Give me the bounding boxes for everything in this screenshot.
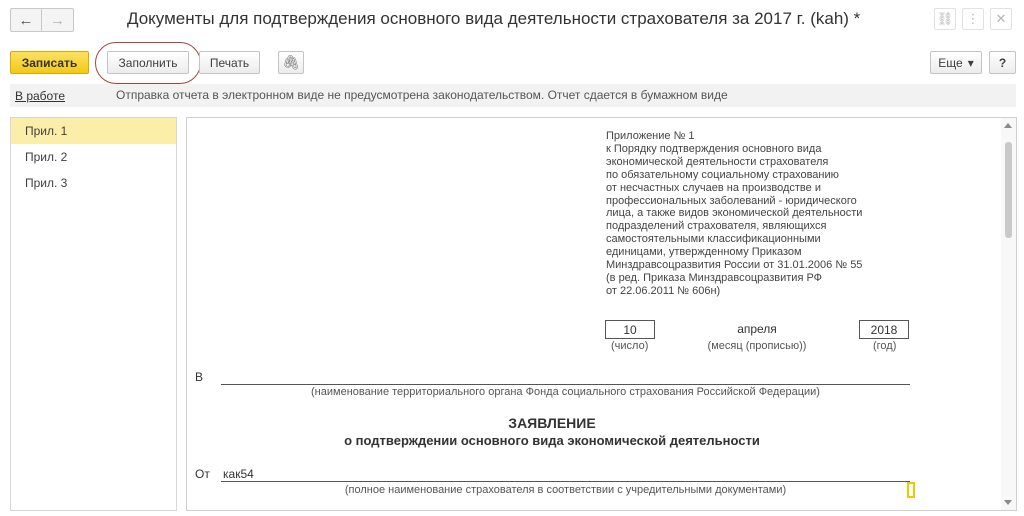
appendix-line: единицами, утвержденному Приказом xyxy=(606,246,802,259)
status-note: Отправка отчета в электронном виде не предусмотрена законодательством. Отчет сдается в бумажном виде xyxy=(116,88,728,102)
save-button[interactable]: Записать xyxy=(10,51,89,74)
appendix-line: от несчастных случаев на производстве и xyxy=(606,181,821,194)
sender-label: От xyxy=(195,467,210,481)
date-year-caption: (год) xyxy=(873,340,897,352)
date-month-field[interactable]: апреля xyxy=(737,322,777,336)
fill-button[interactable]: Заполнить xyxy=(107,51,189,74)
sender-caption: (полное наименование страхователя в соответствии с учредительными документами) xyxy=(344,484,787,496)
window-title: Документы для подтверждения основного вида деятельности страхователя за 2017 г. (kah) * xyxy=(127,9,861,28)
appendix-line: экономической деятельности страхователя xyxy=(606,155,829,168)
back-arrow-icon[interactable]: ← xyxy=(11,9,42,31)
sender-underline xyxy=(221,481,910,482)
print-button[interactable]: Печать xyxy=(199,51,260,74)
sheet-list xyxy=(10,117,177,511)
status-link[interactable]: В работе xyxy=(15,89,66,103)
appendix-line: самостоятельными классификационными xyxy=(606,233,821,246)
more-button-label: Еще xyxy=(938,55,963,70)
date-month-caption: (месяц (прописью)) xyxy=(707,340,807,352)
sender-field[interactable]: как54 xyxy=(223,467,254,481)
appendix-line: Приложение № 1 xyxy=(606,130,695,142)
document-pane[interactable] xyxy=(186,117,1017,511)
document-title: ЗАЯВЛЕНИЕ xyxy=(508,415,596,431)
sheet-item-appendix-2[interactable]: Прил. 2 xyxy=(25,150,68,164)
document-subtitle: о подтверждении основного вида экономической деятельности xyxy=(344,433,760,448)
help-button[interactable]: ? xyxy=(989,51,1016,74)
date-year-field[interactable]: 2018 xyxy=(859,320,909,339)
appendix-line: профессиональных заболеваний - юридического xyxy=(606,194,857,207)
chevron-down-icon: ▾ xyxy=(967,55,974,70)
window-controls xyxy=(934,8,1012,30)
status-bar xyxy=(10,84,1016,107)
sheet-item-appendix-1[interactable]: Прил. 1 xyxy=(11,118,176,144)
recipient-label: В xyxy=(195,370,204,384)
date-day-field[interactable]: 10 xyxy=(605,320,655,339)
forward-arrow-icon[interactable]: → xyxy=(50,11,65,29)
scroll-up-icon[interactable] xyxy=(1004,123,1012,128)
vertical-scrollbar[interactable] xyxy=(1001,118,1016,510)
appendix-line: Минздравсоцразвития России от 31.01.2006 № 55 xyxy=(606,259,863,272)
recipient-field[interactable] xyxy=(221,384,910,385)
scroll-thumb[interactable] xyxy=(1005,142,1012,238)
appendix-line: к Порядку подтверждения основного вида xyxy=(606,142,822,155)
more-button[interactable] xyxy=(930,51,982,74)
active-cell-cursor[interactable] xyxy=(907,482,915,498)
appendix-line: по обязательному социальному страхованию xyxy=(606,168,839,181)
appendix-text xyxy=(606,130,862,298)
close-icon[interactable]: ✕ xyxy=(990,8,1012,30)
appendix-line: лица, а также видов экономической деятельности xyxy=(606,207,863,220)
link-icon[interactable]: ⛓ xyxy=(934,8,956,30)
paperclip-icon[interactable]: 🖇 xyxy=(278,51,304,74)
scroll-down-icon[interactable] xyxy=(1004,500,1012,505)
navigation-buttons xyxy=(10,8,74,32)
recipient-caption: (наименование территориального органа Фонда социального страхования Российской Федерации) xyxy=(311,386,820,398)
appendix-line: (в ред. Приказа Минздравсоцразвития РФ xyxy=(606,271,823,284)
more-vertical-icon[interactable]: ⋮ xyxy=(962,8,984,30)
appendix-line: от 22.06.2011 № 606н) xyxy=(606,284,721,297)
date-day-caption: (число) xyxy=(611,340,649,352)
sheet-item-appendix-3[interactable]: Прил. 3 xyxy=(25,176,68,190)
appendix-line: подразделений страхователя, являющихся xyxy=(606,220,827,233)
